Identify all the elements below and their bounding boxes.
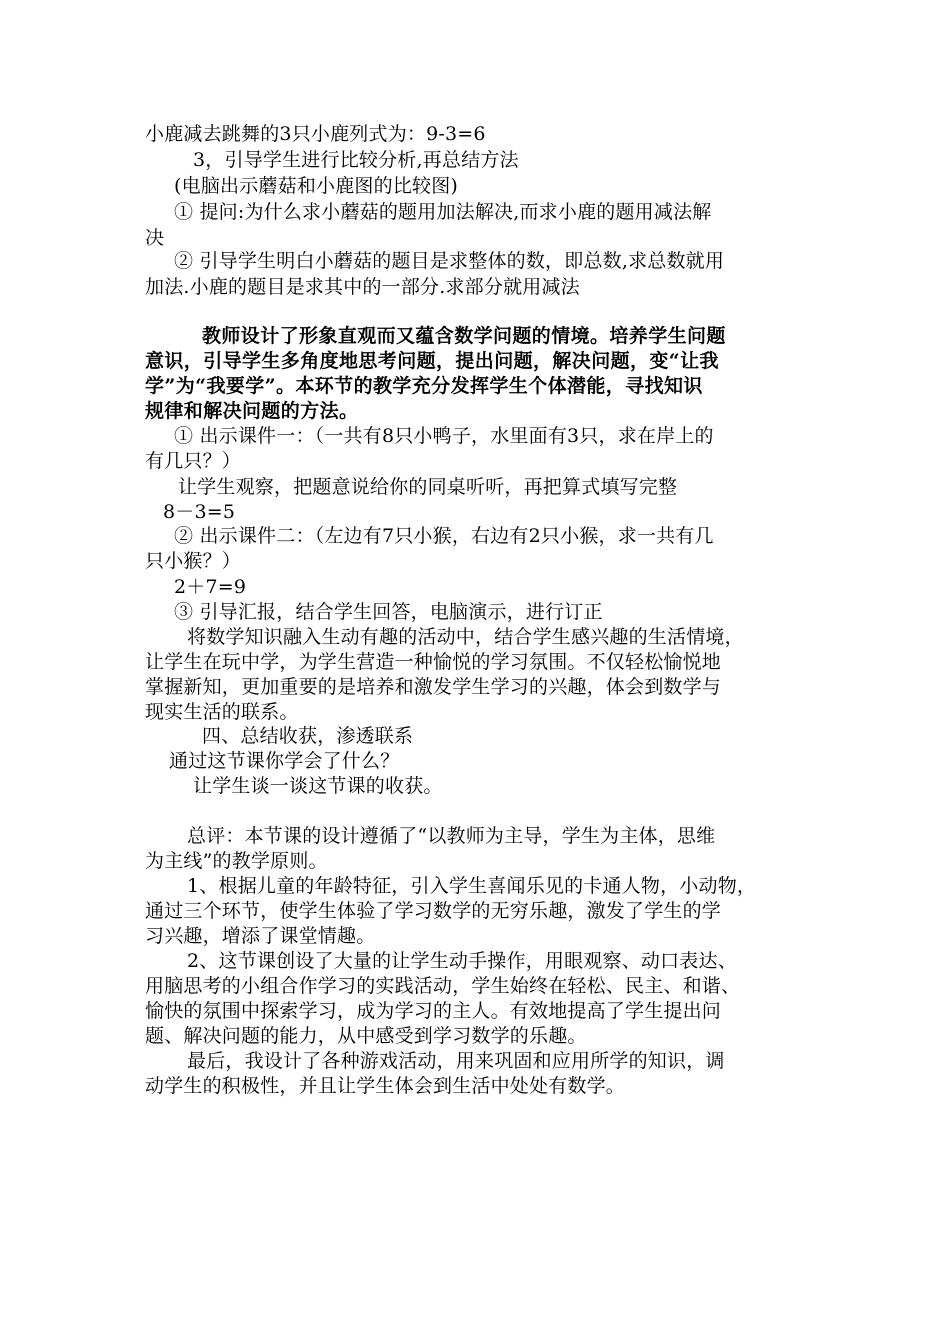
equation-line: 2＋7=9: [174, 576, 247, 598]
text-line: 3，引导学生进行比较分析,再总结方法: [193, 149, 519, 171]
text-line: 动学生的积极性，并且让学生体会到生活中处处有数学。: [145, 1075, 626, 1097]
text-line: 2、这节课创设了大量的让学生动手操作，用眼观察、动口表达、: [187, 950, 737, 972]
text-line: 让学生观察，把题意说给你的同桌听听，再把算式填写完整: [178, 476, 678, 498]
section-heading: 四、总结收获，渗透联系: [202, 725, 414, 747]
text-line: 让学生在玩中学，为学生营造一种愉悦的学习氛围。不仅轻松愉悦地: [145, 651, 722, 673]
text-line: 最后，我设计了各种游戏活动，用来巩固和应用所学的知识，调: [187, 1050, 725, 1072]
text-line: ③ 引导汇报，结合学生回答，电脑演示，进行订正: [174, 601, 603, 623]
text-line: 通过这节课你学会了什么？: [169, 750, 400, 772]
text-line: 加法.小鹿的题目是求其中的一部分.求部分就用减法: [145, 276, 580, 298]
text-line: 掌握新知，更加重要的是培养和激发学生学习的兴趣，体会到数学与: [145, 676, 722, 698]
text-line: 习兴趣，增添了课堂情趣。: [145, 925, 376, 947]
text-line: 愉快的氛围中探索学习，成为学习的主人。有效地提高了学生提出问: [145, 1000, 722, 1022]
bold-paragraph-line: 学”为“我要学”。本环节的教学充分发挥学生个体潜能，寻找知识: [145, 375, 703, 397]
text-line: 将数学知识融入生动有趣的活动中，结合学生感兴趣的生活情境，: [187, 626, 744, 648]
text-line: 题、解决问题的能力，从中感受到学习数学的乐趣。: [145, 1025, 587, 1047]
text-line: 小鹿减去跳舞的3只小鹿列式为：9-3=6: [145, 123, 486, 145]
text-line: 现实生活的联系。: [145, 701, 299, 723]
bold-paragraph-line: 规律和解决问题的方法。: [145, 400, 359, 422]
text-line: 1、根据儿童的年龄特征，引入学生喜闻乐见的卡通人物，小动物，: [187, 875, 757, 897]
text-line: 为主线”的教学原则。: [145, 850, 328, 872]
text-line: ② 引导学生明白小蘑菇的题目是求整体的数，即总数,求总数就用: [174, 250, 725, 272]
text-line: 总评：本节课的设计遵循了“以教师为主导，学生为主体，思维: [187, 825, 716, 847]
text-line: 用脑思考的小组合作学习的实践活动，学生始终在轻松、民主、和谐、: [145, 975, 741, 997]
text-line: ① 出示课件一：（一共有8只小鸭子，水里面有3只，求在岸上的: [174, 425, 714, 447]
text-line: ② 出示课件二：（左边有7只小猴，右边有2只小猴，求一共有几: [174, 525, 714, 547]
bold-paragraph-line: 意识，引导学生多角度地思考问题，提出问题，解决问题，变“让我: [145, 350, 719, 372]
text-line: 让学生谈一谈这节课的收获。: [193, 775, 443, 797]
bold-paragraph-line: 教师设计了形象直观而又蕴含数学问题的情境。培养学生问题: [202, 325, 726, 347]
text-line: 有几只？）: [145, 450, 242, 472]
text-line: 通过三个环节，使学生体验了学习数学的无穷乐趣，激发了学生的学: [145, 900, 722, 922]
text-line: (电脑出示蘑菇和小鹿图的比较图): [174, 175, 459, 197]
text-line: 决: [145, 227, 165, 249]
text-line: ① 提问:为什么求小蘑菇的题用加法解决,而求小鹿的题用减法解: [174, 201, 712, 223]
equation-line: 8－3=5: [163, 501, 236, 523]
text-line: 只小猴？）: [145, 550, 242, 572]
